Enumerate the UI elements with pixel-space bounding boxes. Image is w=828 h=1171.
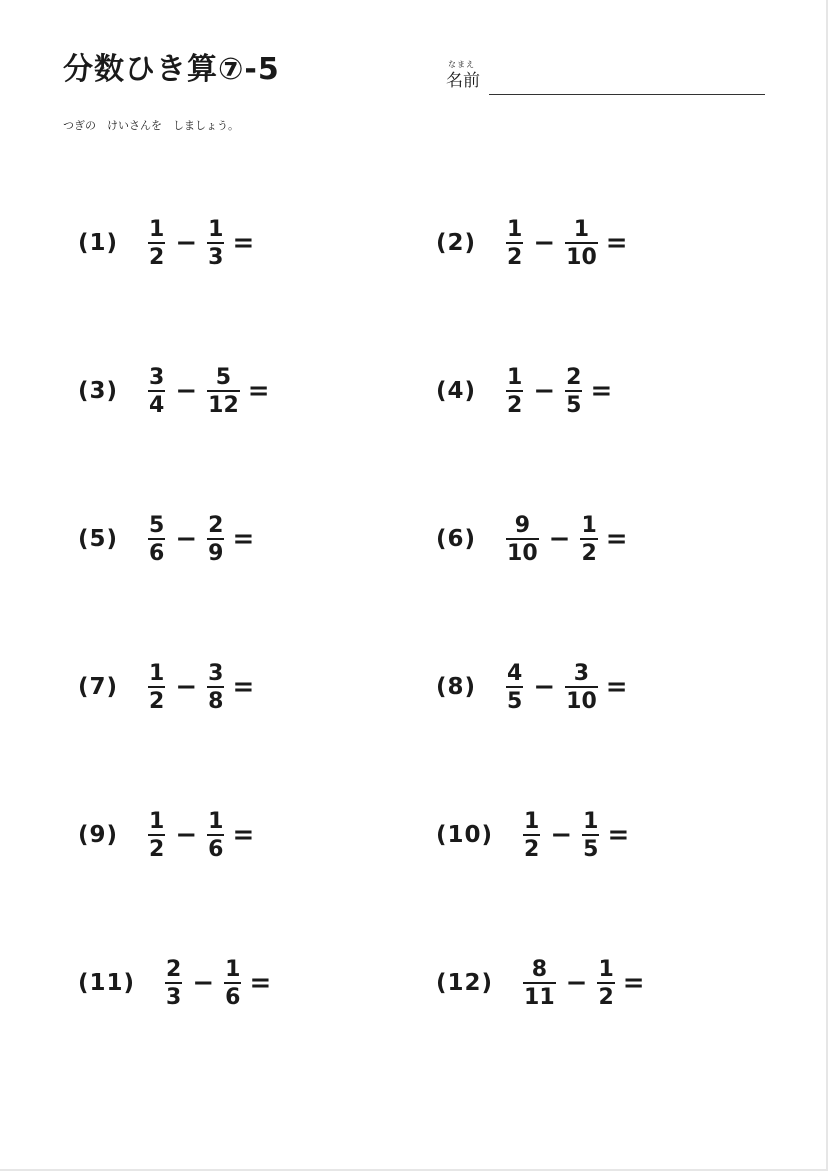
fraction-bar — [565, 686, 598, 688]
numerator: 4 — [507, 660, 523, 686]
problem-number: (4) — [436, 378, 477, 404]
minus-sign: − — [548, 524, 571, 554]
fraction-bar — [148, 390, 165, 392]
denominator: 11 — [524, 984, 555, 1010]
fraction-subtrahend — [565, 218, 598, 269]
fraction-minuend — [165, 958, 182, 1009]
fraction-subtrahend — [207, 810, 224, 861]
fraction-bar — [165, 982, 182, 984]
denominator: 5 — [583, 836, 599, 862]
fraction-subtrahend — [207, 514, 224, 565]
denominator: 6 — [149, 540, 165, 566]
denominator: 4 — [149, 392, 165, 418]
denominator: 12 — [208, 392, 239, 418]
equals-sign: = — [590, 376, 613, 406]
page-title: 分数ひき算⑦-5 — [63, 52, 280, 87]
fraction-subtrahend — [580, 514, 597, 565]
problem-item — [436, 657, 628, 717]
equals-sign: = — [232, 820, 255, 850]
fraction-subtrahend — [207, 662, 224, 713]
problem-number: (3) — [78, 378, 119, 404]
problem-item — [436, 953, 645, 1013]
fraction-bar — [207, 686, 224, 688]
denominator: 2 — [581, 540, 597, 566]
problem-item — [436, 805, 629, 865]
numerator: 1 — [208, 216, 224, 242]
equals-sign: = — [247, 376, 270, 406]
fraction-bar — [207, 538, 224, 540]
denominator: 6 — [225, 984, 241, 1010]
minus-sign: − — [565, 968, 588, 998]
numerator: 5 — [215, 364, 232, 390]
denominator: 9 — [208, 540, 224, 566]
numerator: 1 — [225, 956, 241, 982]
fraction-bar — [506, 538, 539, 540]
denominator: 2 — [507, 244, 523, 270]
fraction-subtrahend — [207, 218, 224, 269]
fraction-bar — [207, 390, 240, 392]
equals-sign: = — [232, 228, 255, 258]
equals-sign: = — [605, 672, 628, 702]
minus-sign: − — [175, 524, 198, 554]
fraction-bar — [523, 982, 556, 984]
fraction-bar — [207, 834, 224, 836]
fraction-subtrahend — [224, 958, 241, 1009]
problem-item — [78, 805, 254, 865]
fraction-minuend — [148, 662, 165, 713]
fraction-minuend — [148, 218, 165, 269]
problem-number: (10) — [436, 822, 494, 848]
denominator: 2 — [149, 244, 165, 270]
fraction-bar — [597, 982, 614, 984]
denominator: 8 — [208, 688, 224, 714]
denominator: 3 — [208, 244, 224, 270]
numerator: 1 — [598, 956, 614, 982]
equals-sign: = — [232, 672, 255, 702]
fraction-minuend — [523, 958, 556, 1009]
minus-sign: − — [175, 820, 198, 850]
fraction-minuend — [148, 366, 165, 417]
fraction-subtrahend — [582, 810, 599, 861]
numerator: 8 — [531, 956, 547, 982]
instruction-text: つぎの けいさんを しましょう。 — [63, 119, 239, 132]
problem-number: (8) — [436, 674, 477, 700]
numerator: 1 — [573, 216, 590, 242]
denominator: 10 — [566, 688, 597, 714]
fraction-bar — [506, 686, 523, 688]
equals-sign: = — [232, 524, 255, 554]
problem-number: (1) — [78, 230, 119, 256]
fraction-minuend — [523, 810, 540, 861]
minus-sign: − — [550, 820, 573, 850]
name-ruby: なまえ — [448, 60, 475, 69]
denominator: 3 — [166, 984, 182, 1010]
problem-number: (9) — [78, 822, 119, 848]
fraction-bar — [148, 242, 165, 244]
problem-item — [78, 953, 271, 1013]
problem-item — [78, 213, 254, 273]
denominator: 5 — [507, 688, 523, 714]
fraction-bar — [148, 538, 165, 540]
minus-sign: − — [175, 376, 198, 406]
fraction-bar — [565, 242, 598, 244]
numerator: 2 — [166, 956, 182, 982]
problem-item — [436, 361, 612, 421]
problem-item — [436, 213, 628, 273]
denominator: 10 — [507, 540, 538, 566]
problem-item — [78, 361, 270, 421]
problem-item — [78, 657, 254, 717]
denominator: 2 — [507, 392, 523, 418]
fraction-minuend — [506, 514, 539, 565]
numerator: 2 — [566, 364, 582, 390]
fraction-bar — [148, 686, 165, 688]
numerator: 1 — [149, 216, 165, 242]
numerator: 1 — [507, 364, 523, 390]
name-write-line[interactable] — [489, 94, 765, 95]
numerator: 1 — [208, 808, 224, 834]
fraction-bar — [506, 390, 523, 392]
problem-number: (5) — [78, 526, 119, 552]
equals-sign: = — [622, 968, 645, 998]
fraction-minuend — [148, 514, 165, 565]
minus-sign: − — [533, 228, 556, 258]
denominator: 6 — [208, 836, 224, 862]
fraction-bar — [506, 242, 523, 244]
fraction-subtrahend — [597, 958, 614, 1009]
numerator: 1 — [581, 512, 597, 538]
numerator: 1 — [507, 216, 523, 242]
name-label: 名前 — [446, 71, 480, 91]
fraction-bar — [580, 538, 597, 540]
fraction-minuend — [148, 810, 165, 861]
fraction-bar — [565, 390, 582, 392]
minus-sign: − — [533, 672, 556, 702]
denominator: 2 — [524, 836, 540, 862]
equals-sign: = — [607, 820, 630, 850]
fraction-bar — [148, 834, 165, 836]
fraction-bar — [224, 982, 241, 984]
minus-sign: − — [533, 376, 556, 406]
fraction-bar — [582, 834, 599, 836]
numerator: 9 — [514, 512, 530, 538]
fraction-subtrahend — [565, 366, 582, 417]
numerator: 3 — [573, 660, 590, 686]
numerator: 3 — [208, 660, 224, 686]
numerator: 1 — [524, 808, 540, 834]
numerator: 3 — [149, 364, 165, 390]
numerator: 2 — [208, 512, 224, 538]
problem-number: (11) — [78, 970, 136, 996]
fraction-bar — [523, 834, 540, 836]
denominator: 2 — [598, 984, 614, 1010]
fraction-subtrahend — [207, 366, 240, 417]
fraction-minuend — [506, 366, 523, 417]
equals-sign: = — [605, 524, 628, 554]
problem-number: (12) — [436, 970, 494, 996]
problem-number: (7) — [78, 674, 119, 700]
fraction-minuend — [506, 662, 523, 713]
numerator: 5 — [149, 512, 165, 538]
fraction-bar — [207, 242, 224, 244]
name-block — [446, 60, 766, 100]
fraction-subtrahend — [565, 662, 598, 713]
equals-sign: = — [605, 228, 628, 258]
denominator: 5 — [566, 392, 582, 418]
denominator: 2 — [149, 688, 165, 714]
numerator: 1 — [583, 808, 599, 834]
minus-sign: − — [175, 672, 198, 702]
minus-sign: − — [175, 228, 198, 258]
denominator: 2 — [149, 836, 165, 862]
denominator: 10 — [566, 244, 597, 270]
minus-sign: − — [192, 968, 215, 998]
problem-number: (6) — [436, 526, 477, 552]
numerator: 1 — [149, 808, 165, 834]
fraction-minuend — [506, 218, 523, 269]
equals-sign: = — [249, 968, 272, 998]
numerator: 1 — [149, 660, 165, 686]
problem-number: (2) — [436, 230, 477, 256]
problem-item — [78, 509, 254, 569]
problem-item — [436, 509, 628, 569]
